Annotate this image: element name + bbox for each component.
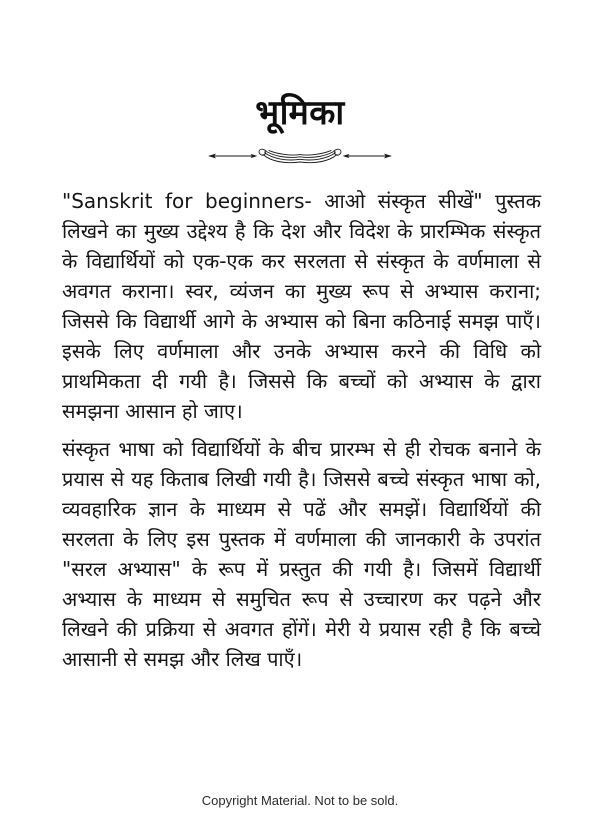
preface-text: [62, 186, 541, 674]
flourish-divider-icon: [208, 142, 392, 170]
copyright-notice: Copyright Material. Not to be sold.: [201, 793, 399, 808]
decorative-divider: [0, 142, 600, 172]
page-title: भूमिका: [255, 93, 345, 133]
preface-paragraph-2: संस्कृत भाषा को विद्यार्थियों के बीच प्रारम्भ से ही रोचक बनाने के प्रयास से यह किताब लिखी गयी है। जिससे बच्चे संस्कृत भाषा को, व्यवहारिक ज्ञान के माध्यम से पढें और समझें। विद्यार्थियों की सरलता के लिए इस पुस्तक में वर्णमाला की जानकारी के उपरांत "सरल अभ्यास" के रूप में प्रस्तुत की गयी है। जिसमें विद्यार्थी अभ्यास के माध्यम से समुचित रूप से उच्चारण कर पढ़ने और लिखने की प्रक्रिया से अवगत होंगें। मेरी ये प्रयास रही है कि बच्चे आसानी से समझ और लिख पाएँ।: [62, 436, 541, 671]
preface-paragraph-1: "Sanskrit for beginners- आओ संस्कृत सीखें" पुस्तक लिखने का मुख्य उद्देश्य है कि देश और विदेश के प्रारम्भिक संस्कृत के विद्यार्थियों को एक-एक कर सरलता से संस्कृत के वर्णमाला से अवगत कराना। स्वर, व्यंजन का मुख्य रूप से अभ्यास कराना; जिससे कि विद्यार्थी आगे के अभ्यास को बिना कठिनाई समझ पाएँ। इसके लिए वर्णमाला और उनके अभ्यास करने की विधि को प्राथमिकता दी गयी है। जिससे कि बच्चों को अभ्यास के द्वारा समझना आसान हो जाए।: [62, 188, 541, 423]
